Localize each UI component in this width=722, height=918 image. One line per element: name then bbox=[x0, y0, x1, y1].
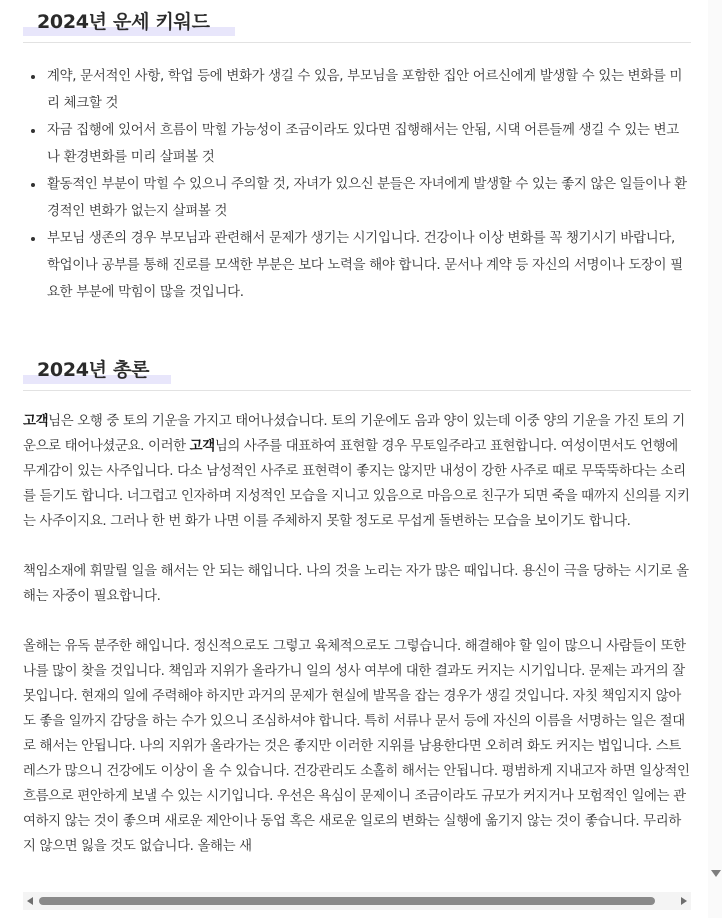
keyword-item: • 계약, 문서적인 사항, 학업 등에 변화가 생길 수 있음, 부모님을 포함한 집안 어르신에게 발생할 수 있는 변화를 미리 체크할 것 bbox=[45, 63, 691, 117]
horizontal-scroll-thumb[interactable] bbox=[39, 897, 655, 905]
overview-paragraph: 올해는 유독 분주한 해입니다. 정신적으로도 그렇고 육체적으로도 그렇습니다. 해결해야 할 일이 많으니 사람들이 또한 나를 많이 찾을 것입니다. 책임과 지위가 올라가니 일의 성사 여부에 대한 결과도 커지는 시기입니다. 문제는 과거의 잘못입니다. 현재의 일에 주력해야 하지만 과거의 문제가 현실에 발목을 잡는 경우가 생길 것입니다. 자칫 책임지지 않아도 좋을 일까지 감당을 하는 수가 있으니 조심하셔야 합니다. 특히 서류나 문서 등에 자신의 이름을 서명하는 일은 절대로 해서는 안됩니다. 나의 지위가 올라가는 것은 좋지만 이러한 지위를 남용한다면 오히려 화도 커지는 법입니다. 스트레스가 많으니 건강에도 이상이 올 수 있습니다. 건강관리도 소홀히 해서는 안됩니다. 평범하게 지내고자 하면 일상적인 흐름으로 편안하게 보낼 수 있는 시기입니다. 우선은 욕심이 문제이니 조금이라도 규모가 커지거나 모험적인 일에는 관여하지 않는 것이 좋으며 새로운 제안이나 동업 혹은 새로운 일로의 변화는 실행에 옮기지 않는 것이 좋습니다. 무리하지 않으면 잃을 것도 없습니다. 올해는 새 bbox=[23, 639, 690, 854]
customer-name: 고객 bbox=[23, 414, 49, 429]
overview-text-part: 님은 오행 중 토의 기운을 가지고 태어나셨습니다. 토의 기운에도 음과 양이 있는데 이중 양의 기운을 가진 토의 기운으로 태어나셨군요. 이러한 bbox=[23, 414, 685, 454]
overview-paragraph bbox=[23, 409, 691, 534]
fortune-content bbox=[23, 0, 691, 859]
horizontal-scrollbar[interactable] bbox=[23, 892, 691, 910]
section-overview-header bbox=[23, 348, 691, 391]
keyword-list bbox=[23, 63, 691, 306]
overview-text-part: 님의 사주를 대표하여 표현할 경우 무토일주라고 표현합니다. 여성이면서도 언행에 무게감이 있는 사주입니다. 다소 남성적인 사주로 표현력이 좋지는 않지만 내성이 강한 사주로 때로 무뚝뚝하다는 소리를 듣기도 합니다. 너그럽고 인자하며 지성적인 모습을 지니고 있음으로 마음으로 친구가 되면 죽을 때까지 신의를 지키는 사주이지요. 그러나 한 번 화가 나면 이를 주체하지 못할 정도로 무섭게 돌변하는 모습을 보이기도 합니다. bbox=[23, 439, 690, 529]
section-overview-title: 2024년 총론 bbox=[37, 359, 150, 381]
vertical-scrollbar[interactable] bbox=[708, 0, 722, 918]
keyword-item: • 자금 집행에 있어서 흐름이 막힐 가능성이 조금이라도 있다면 집행해서는 안됨, 시댁 어른들께 생길 수 있는 변고나 환경변화를 미리 살펴볼 것 bbox=[45, 117, 691, 171]
overview-paragraph: 책임소재에 휘말릴 일을 해서는 안 되는 해입니다. 나의 것을 노리는 자가 많은 때입니다. 용신이 극을 당하는 시기로 올해는 자중이 필요합니다. bbox=[23, 564, 689, 604]
keyword-item: • 활동적인 부분이 막힐 수 있으니 주의할 것, 자녀가 있으신 분들은 자녀에게 발생할 수 있는 좋지 않은 일들이나 환경적인 변화가 없는지 살펴볼 것 bbox=[45, 171, 691, 225]
scroll-left-arrow-icon[interactable] bbox=[27, 897, 33, 905]
section-keywords-title: 2024년 운세 키워드 bbox=[37, 11, 210, 33]
keyword-item: • 부모님 생존의 경우 부모님과 관련해서 문제가 생기는 시기입니다. 건강이나 이상 변화를 꼭 챙기시기 바랍니다, 학업이나 공부를 통해 진로를 모색한 부분은 보다 노력을 해야 합니다. 문서나 계약 등 자신의 서명이나 도장이 필요한 부분에 막힘이 많을 것입니다. bbox=[45, 225, 691, 306]
section-keywords-header bbox=[23, 0, 691, 43]
customer-name: 고객 bbox=[189, 439, 215, 454]
scroll-down-arrow-icon[interactable] bbox=[711, 870, 721, 877]
scroll-right-arrow-icon[interactable] bbox=[681, 897, 687, 905]
